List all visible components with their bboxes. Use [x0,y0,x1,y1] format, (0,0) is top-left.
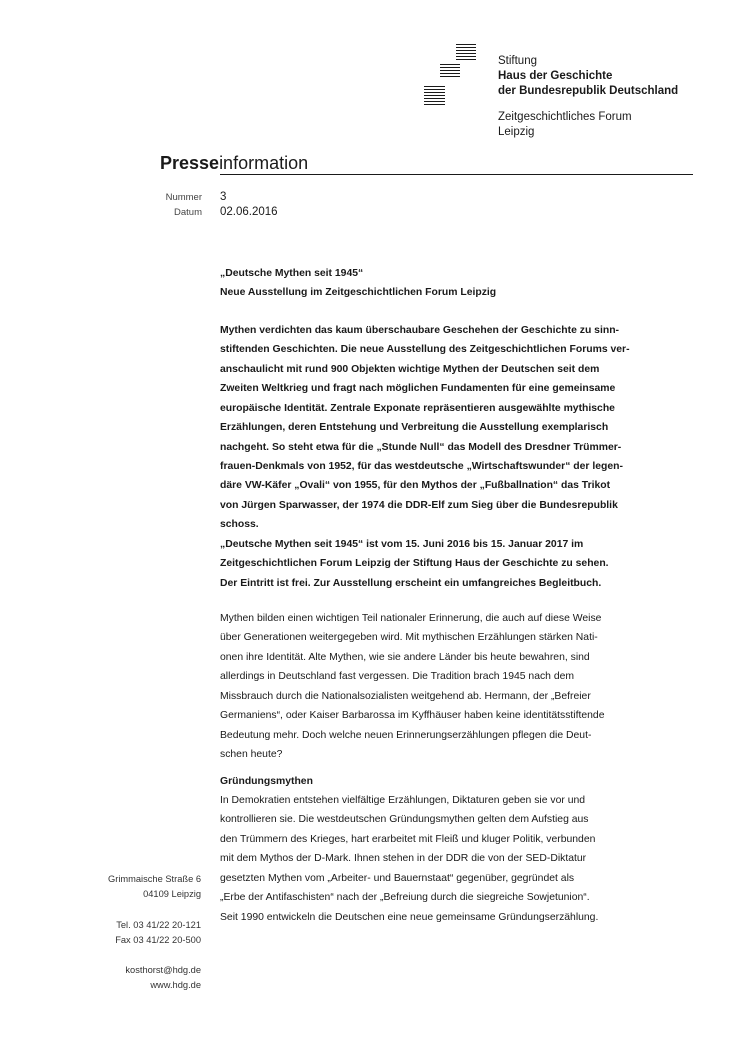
lead-paragraph [220,321,698,593]
lead-line: Zeitgeschichtlichen Forum Leipzig der Stiftung Haus der Geschichte zu sehen. [220,558,609,570]
date-label: Datum [174,207,202,218]
date-value: 02.06.2016 [220,206,278,218]
body-line: über Generationen weitergegeben wird. Mit mythischen Erzählungen stärken Nati- [220,632,598,644]
page-title [160,152,308,174]
body-line: den Trümmern des Krieges, hart erarbeitet mit Fleiß und kluger Politik, verbunden [220,833,596,845]
body-line: allerdings in Deutschland fast vergessen. Die Tradition brach 1945 nach dem [220,671,575,683]
body-line: Mythen bilden einen wichtigen Teil nationaler Erinnerung, die auch auf diese Weise [220,613,602,624]
body-line: gesetzten Mythen vom „Arbeiter- und Bauernstaat“ gegenüber, gegründet als [220,872,575,884]
footer-address [60,872,201,901]
body-line: Bedeutung mehr. Doch welche neuen Erinnerungserzählungen pflegen die Deut- [220,729,592,741]
title-light-part: information [219,153,309,173]
body-line: onen ihre Identität. Alte Mythen, wie sie andere Länder bis heute bewahren, sind [220,651,590,663]
lead-line: von Jürgen Sparwasser, der 1974 die DDR-Elf zum Sieg über die Bundesrepublik [220,499,618,511]
org-name: der Bundesrepublik Deutschland [498,85,679,97]
body-line: „Erbe der Antifaschisten“ nach der „Befreiung durch die siegreiche Sowjetunion“. [220,892,590,904]
body-line: Seit 1990 entwickeln die Deutschen eine neue gemeinsame Gründungserzählung. [220,911,599,923]
address-city: 04109 Leipzig [143,888,201,899]
lead-line: „Deutsche Mythen seit 1945“ ist vom 15. Juni 2016 bis 15. Januar 2017 im [220,538,584,550]
phone-number: Tel. 03 41/22 20-121 [116,920,201,930]
body-line: mit dem Mythos der D-Mark. Ihnen stehen in der DDR die von der SED-Diktatur [220,853,587,865]
address-street: Grimmaische Straße 6 [108,874,201,884]
title-bold-part: Presse [160,153,220,173]
organization-block [498,54,678,140]
release-title: „Deutsche Mythen seit 1945“ [220,268,364,279]
email-address: kosthorst@hdg.de [125,965,201,975]
org-name: Haus der Geschichte [498,70,613,82]
body-paragraph [220,791,698,927]
number-label: Nummer [165,192,202,203]
lead-line: Mythen verdichten das kaum überschaubare Geschehen der Geschichte zu sinn- [220,324,620,336]
lead-line: nachgeht. So steht etwa für die „Stunde Null“ das Modell des Dresdner Trümmer- [220,441,622,453]
meta-values [220,190,278,220]
release-subtitle: Neue Ausstellung im Zeitgeschichtlichen Forum Leipzig [220,287,497,299]
body-line: Missbrauch durch die Nationalsozialisten weitgehend ab. Hermann, der „Befreier [220,690,591,702]
body-line: In Demokratien entstehen vielfältige Erzählungen, Diktaturen geben sie vor und [220,794,586,806]
number-value: 3 [220,191,227,203]
lead-line: frauen-Denkmals von 1952, für das westdeutsche „Wirtschaftswunder“ der legen- [220,460,623,472]
footer-contact [60,963,201,992]
lead-line: europäische Identität. Zentrale Exponate repräsentieren ausgewählte mythische [220,402,615,414]
title-divider [220,174,693,175]
body-line: Germaniens“, oder Kaiser Barbarossa im Kyffhäuser haben keine identitätsstiftende [220,710,605,722]
lead-line: Zweiten Weltkrieg und fragt nach möglichen Fundamenten für eine gemeinsame [220,383,616,395]
body-line: kontrollieren sie. Die westdeutschen Gründungsmythen gelten dem Aufstieg aus [220,814,589,826]
lead-line: däre VW-Käfer „Ovali“ von 1955, für den Mythos der „Fußballnation“ das Trikot [220,480,611,492]
lead-line: anschaulicht mit rund 900 Objekten wichtige Mythen der Deutschen seit dem [220,363,600,375]
lead-line: schoss. [220,519,259,531]
lead-line: Der Eintritt ist frei. Zur Ausstellung erscheint ein umfangreiches Begleitbuch. [220,577,602,589]
foundation-logo [424,44,478,108]
org-line: Stiftung [498,55,537,67]
section-heading: Gründungsmythen [220,775,313,787]
press-release-body [220,264,698,927]
lead-line: stiftenden Geschichten. Die neue Ausstellung des Zeitgeschichtlichen Forums ver- [220,344,630,356]
body-paragraph [220,609,698,765]
meta-labels [140,190,202,220]
footer-phone [60,918,201,947]
org-location: Leipzig [498,126,535,138]
body-line: schen heute? [220,749,283,761]
org-subunit: Zeitgeschichtliches Forum [498,111,632,123]
lead-line: Erzählungen, deren Entstehung und Verbreitung die Ausstellung exemplarisch [220,422,609,434]
website: www.hdg.de [150,979,201,990]
fax-number: Fax 03 41/22 20-500 [115,934,201,945]
